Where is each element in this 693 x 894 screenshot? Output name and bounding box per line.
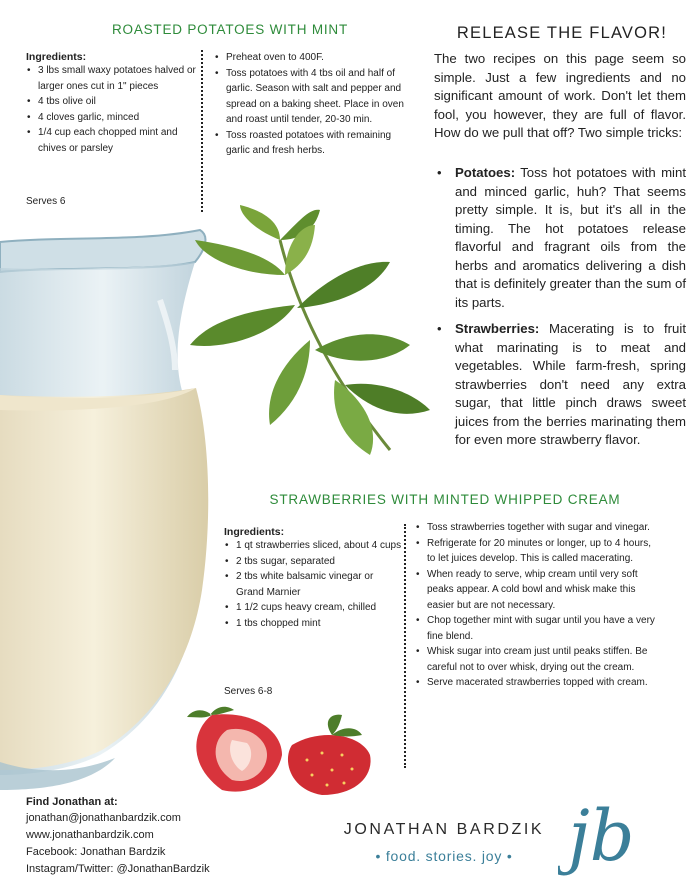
- jb-logo: [558, 782, 658, 882]
- ingredients-list: [224, 538, 402, 631]
- bullet-marker: •: [437, 321, 442, 336]
- recipe-title-roasted-potatoes: ROASTED POTATOES WITH MINT: [111, 22, 349, 37]
- direction-step: • Refrigerate for 20 minutes or longer, up to 4 hours, to let juices develop. This is called macerating.: [415, 536, 660, 567]
- directions-section: [415, 520, 660, 691]
- article-intro: The two recipes on this page seem so simple. Just a few ingredients and no significant amount of work. Don't let them fool, you however, they are full of flavor. How do we pull that off? Two simple tricks:: [434, 51, 686, 140]
- ingredient-item: • 1 qt strawberries sliced, about 4 cups: [224, 538, 402, 554]
- ingredient-item: • 1/4 cup each chopped mint and chives or parsley: [26, 125, 201, 156]
- article-title: RELEASE THE FLAVOR!: [456, 24, 668, 42]
- contact-email[interactable]: jonathan@jonathanbardzik.com: [26, 812, 181, 824]
- direction-step: • Serve macerated strawberries topped with cream.: [415, 675, 660, 691]
- direction-step: • Toss potatoes with 4 tbs oil and half of garlic. Season with salt and pepper and spread on a baking sheet. Place in oven and roast until tender, 20-30 min.: [214, 66, 414, 128]
- ingredients-list: [26, 63, 201, 156]
- ingredients-section: [26, 51, 201, 156]
- direction-step: • Chop together mint with sugar until you have a very fine blend.: [415, 613, 660, 644]
- ingredients-heading: Ingredients:: [26, 51, 87, 63]
- ingredient-item: • 4 cloves garlic, minced: [26, 110, 201, 126]
- contact-website[interactable]: www.jonathanbardzik.com: [26, 829, 154, 841]
- contact-info: [26, 794, 306, 878]
- brand-name: JONATHAN BARDZIK: [343, 821, 545, 838]
- ingredient-item: • 4 tbs olive oil: [26, 94, 201, 110]
- direction-step: • When ready to serve, whip cream until very soft peaks appear. A cold bowl and whisk make this easier but are not necessary.: [415, 567, 660, 614]
- direction-step: • Preheat oven to 400F.: [214, 50, 414, 66]
- tip-strawberries: [455, 320, 686, 450]
- tip-potatoes: [455, 164, 686, 312]
- direction-step: • Toss strawberries together with sugar and vinegar.: [415, 520, 660, 536]
- ingredient-item: • 2 tbs sugar, separated: [224, 554, 402, 570]
- direction-step: • Whisk sugar into cream just until peaks stiffen. Be careful not to over whisk, drying out the cream.: [415, 644, 660, 675]
- ingredients-heading: Ingredients:: [224, 526, 285, 538]
- servings-text: Serves 6: [26, 196, 66, 207]
- servings-text: Serves 6-8: [224, 686, 273, 697]
- tip-term: Potatoes:: [455, 165, 516, 180]
- tip-term: Strawberries:: [455, 321, 540, 336]
- ingredient-item: • 2 tbs white balsamic vinegar or Grand Marnier: [224, 569, 402, 600]
- contact-heading: Find Jonathan at:: [26, 796, 118, 808]
- dotted-divider: [201, 50, 203, 212]
- tip-text: Toss hot potatoes with mint and minced garlic, huh? That seems pretty simple. It is, but it's all in the timing. The hot potatoes release flavorful and fragrant oils from the herbs and aromatics delivering a dish that is definitely greater than the sum of its parts.: [455, 165, 686, 310]
- contact-instagram-twitter: Instagram/Twitter: @JonathanBardzik: [26, 863, 210, 875]
- directions-list: [415, 520, 660, 691]
- directions-section: [214, 50, 414, 159]
- mint-sprig-illustration: [185, 200, 445, 465]
- ingredient-item: • 1 tbs chopped mint: [224, 616, 402, 632]
- recipe-title-strawberries: STRAWBERRIES WITH MINTED WHIPPED CREAM: [269, 492, 621, 507]
- contact-facebook: Facebook: Jonathan Bardzik: [26, 846, 166, 858]
- dotted-divider: [404, 524, 406, 768]
- ingredient-item: • 1 1/2 cups heavy cream, chilled: [224, 600, 402, 616]
- strawberries-illustration: [182, 705, 382, 800]
- ingredient-item: • 3 lbs small waxy potatoes halved or larger ones cut in 1" pieces: [26, 63, 201, 94]
- tip-text: Macerating is to fruit what marinating is to meat and vegetables. While farm-fresh, spring strawberries don't need any extra sugar, that little pinch draws sweet juices from the berries marinating them for even more strawberry flavor.: [455, 321, 686, 447]
- jb-logo-text: jb: [568, 795, 635, 877]
- brand-tagline: • food. stories. joy •: [375, 848, 513, 864]
- directions-list: [214, 50, 414, 159]
- direction-step: • Toss roasted potatoes with remaining garlic and fresh herbs.: [214, 128, 414, 159]
- bullet-marker: •: [437, 165, 442, 180]
- ingredients-section: [224, 526, 402, 631]
